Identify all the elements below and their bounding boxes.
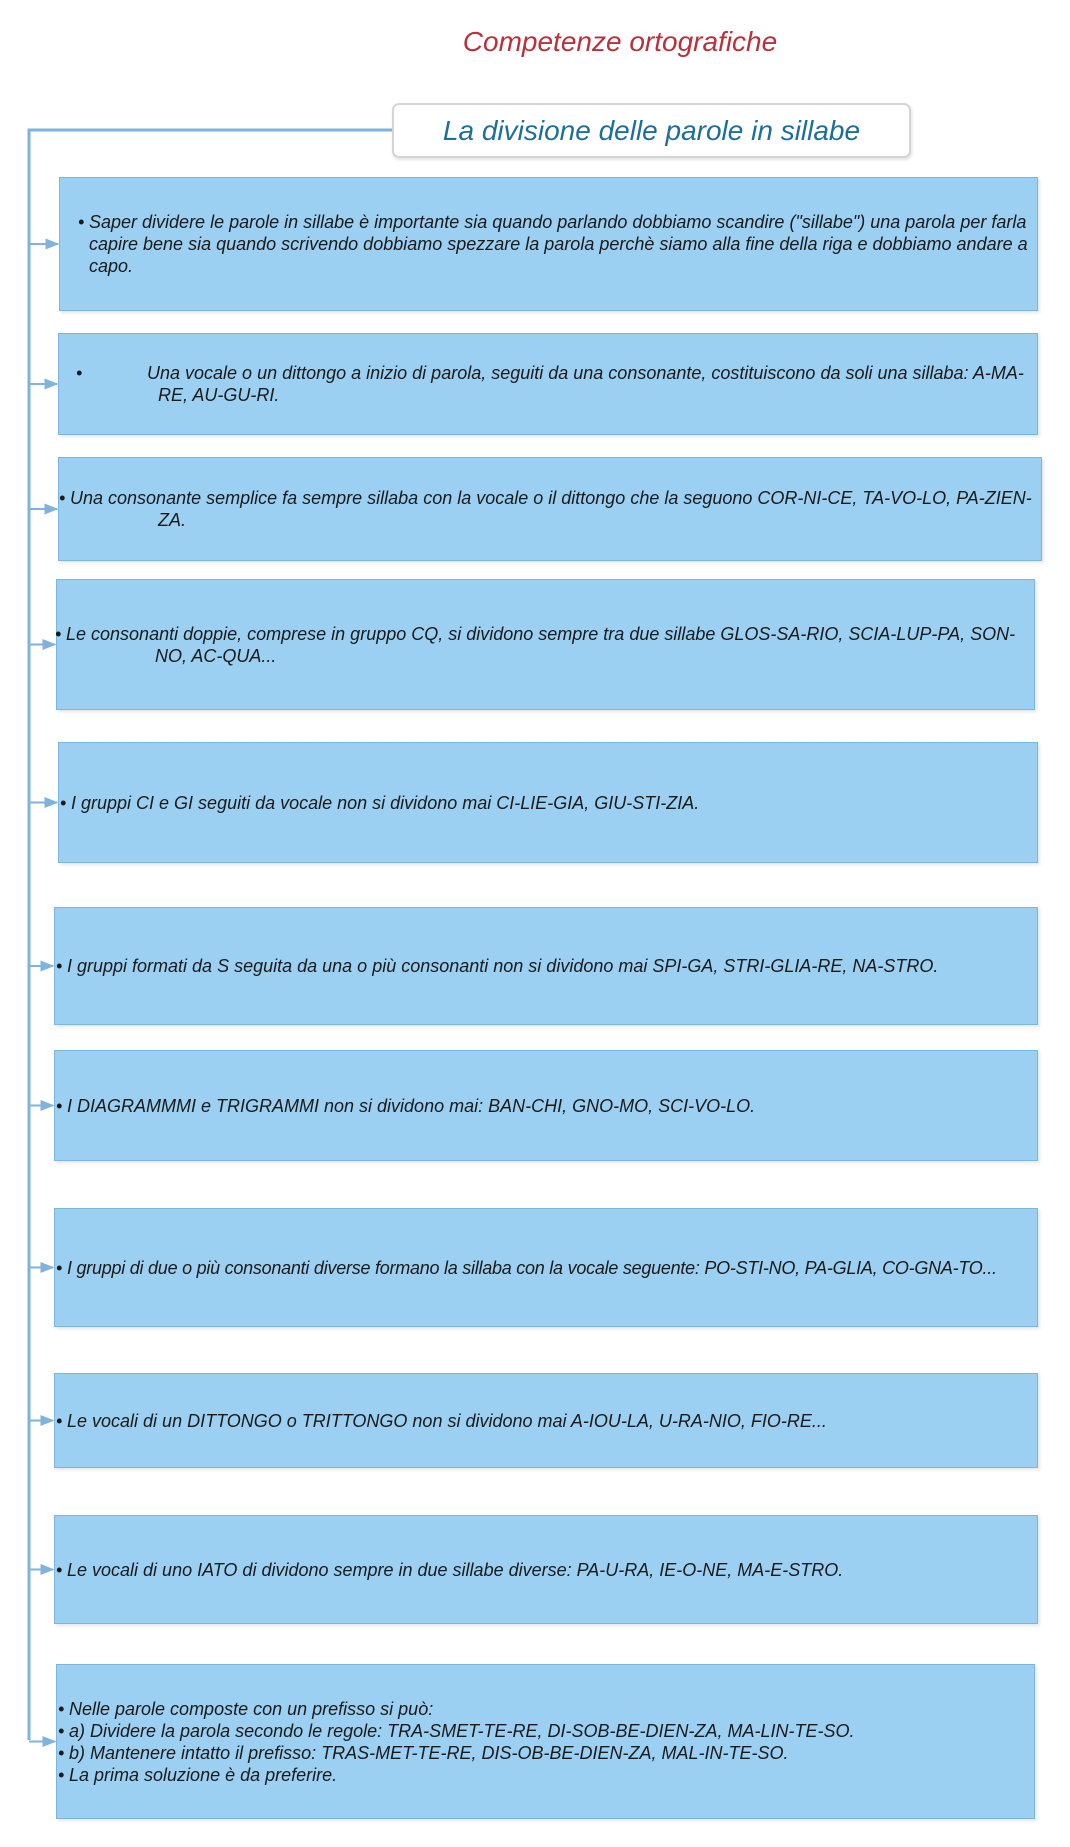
node-box [54,1050,1038,1161]
node-box [54,907,1038,1025]
node-text: • Le consonanti doppie, comprese in gruppo CQ, si dividono sempre tra due sillabe GLOS-SA-RIO, SCIA-LUP-PA, SON-NO, AC-QUA... [55,623,1016,666]
root-node [392,103,911,158]
node-box [58,457,1042,561]
root-label: La divisione delle parole in sillabe [442,114,861,146]
node-text: • Nelle parole composte con un prefisso si può: [58,1698,434,1719]
node-text: • b) Mantenere intatto il prefisso: TRAS-MET-TE-RE, DIS-OB-BE-DIEN-ZA, MAL-IN-TE-SO. [58,1742,789,1763]
node-box [58,333,1038,435]
node-text: • I gruppi formati da S seguita da una o più consonanti non si dividono mai SPI-GA, STRI-GLIA-RE, NA-STRO. [56,956,939,976]
page-title: Competenze ortografiche [462,26,778,57]
node-text: • I DIAGRAMMMI e TRIGRAMMI non si dividono mai: BAN-CHI, GNO-MO, SCI-VO-LO. [56,1095,756,1116]
node-box [56,579,1035,710]
node-text: • I gruppi di due o più consonanti diverse formano la sillaba con la vocale seguente: PO-STI-NO, PA-GLIA, CO-GNA-TO... [56,1257,997,1278]
node-box [56,1664,1035,1819]
node-text: • a) Dividere la parola secondo le regole: TRA-SMET-TE-RE, DI-SOB-BE-DIEN-ZA, MA-LIN-TE-SO. [58,1720,855,1741]
node-text: • Saper dividere le parole in sillabe è importante sia quando parlando dobbiamo scandire ("sillabe") una parola per farla capire bene sia quando scrivendo dobbiamo spezzare la parola perchè siamo alla fine della riga e dobbiamo andare a capo. [78,212,1028,276]
node-text: • La prima soluzione è da preferire. [58,1764,338,1785]
node-box [58,742,1038,863]
node-text: • Una consonante semplice fa sempre sillaba con la vocale o il dittongo che la seguono COR-NI-CE, TA-VO-LO, PA-ZIEN-ZA. [59,488,1032,530]
node-text: • Le vocali di uno IATO di dividono sempre in due sillabe diverse: PA-U-RA, IE-O-NE, MA-E-STRO. [56,1559,844,1580]
node-text: • Le vocali di un DITTONGO o TRITTONGO non si dividono mai A-IOU-LA, U-RA-NIO, FIO-RE... [56,1410,827,1431]
node-text: • Una vocale o un dittongo a inizio di parola, seguiti da una consonante, costituiscono da soli una sillaba: A-MA-RE, AU-GU-RI. [76,363,1024,405]
node-box [54,1373,1038,1468]
node-text: • I gruppi CI e GI seguiti da vocale non si dividono mai CI-LIE-GIA, GIU-STI-ZIA. [60,792,700,813]
node-box [54,1515,1038,1624]
node-box [54,1208,1038,1327]
node-box [59,177,1038,311]
